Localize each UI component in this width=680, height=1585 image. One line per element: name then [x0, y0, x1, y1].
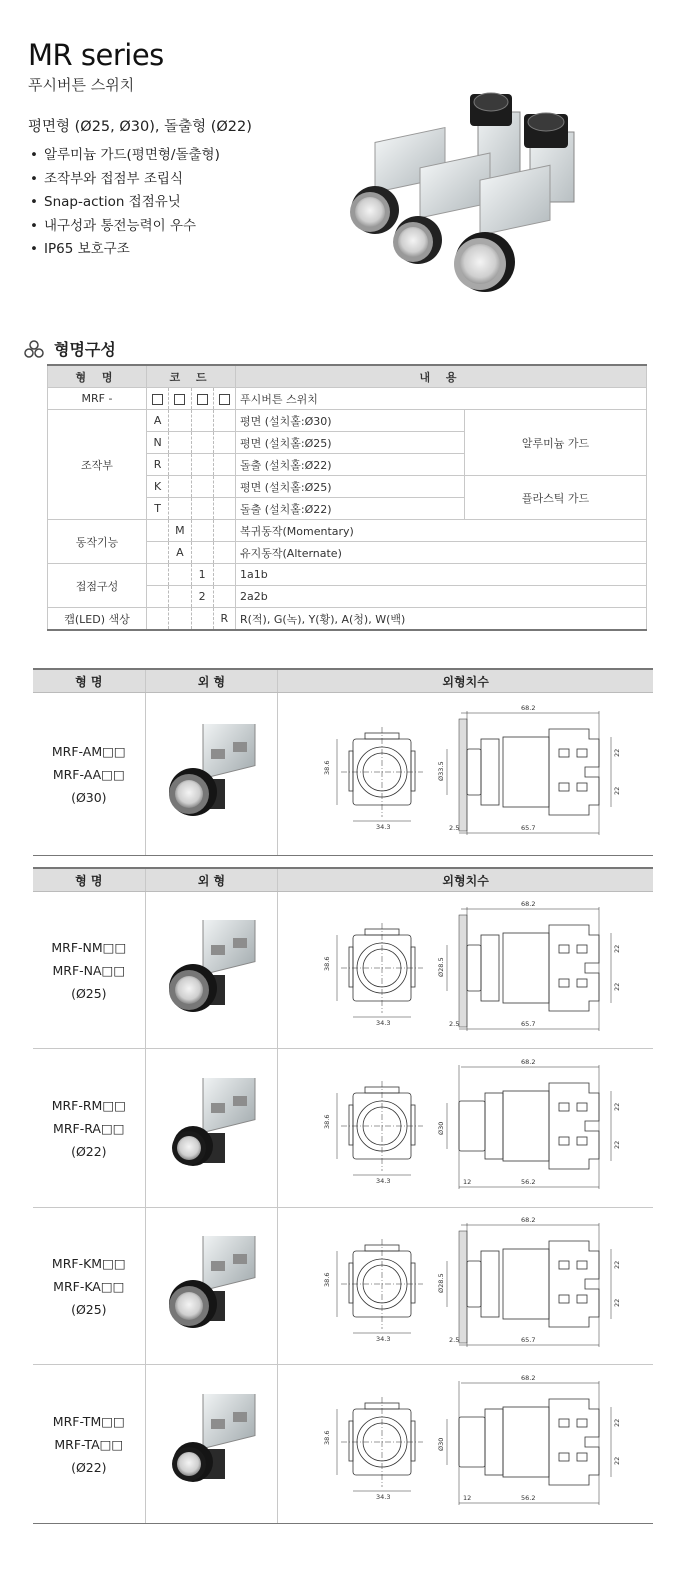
- dim-header-type: 형 명: [33, 670, 146, 692]
- feature-item: • 조작부와 접점부 조립식: [30, 170, 183, 187]
- model-row: [33, 892, 653, 1049]
- model-code-m: MRF-NM□□: [51, 939, 127, 955]
- operator-label: 조작부: [48, 410, 147, 520]
- dim-pitch: 22: [612, 944, 621, 953]
- operator-desc: 평면 (설치홀:Ø30): [236, 410, 465, 432]
- code-header-code: 코 드: [147, 365, 236, 388]
- dim-diameter: Ø28.5: [436, 1273, 445, 1293]
- model-code-m: MRF-TM□□: [52, 1413, 125, 1429]
- operator-desc: 돌출 (설치홀:Ø22): [236, 454, 465, 476]
- dim-front: 12: [462, 1494, 471, 1502]
- model-row: [33, 1049, 653, 1208]
- dim-depth: 65.7: [520, 1020, 536, 1028]
- dimension-drawing: [281, 1211, 651, 1361]
- model-name-cell: [33, 1049, 145, 1207]
- dim-total: 68.2: [520, 704, 536, 712]
- section-header: [24, 337, 116, 360]
- guard-plastic: 플라스틱 가드: [465, 476, 647, 520]
- feature-item: • 알루미늄 가드(평면형/돌출형): [30, 147, 220, 163]
- page-title: MR series: [28, 38, 164, 72]
- dim-width: 34.3: [375, 1335, 391, 1343]
- dim-depth: 65.7: [520, 824, 536, 832]
- dim-height: 38.6: [322, 1272, 331, 1287]
- dim-total: 68.2: [520, 1374, 536, 1382]
- dim-front: 2.5: [448, 1020, 459, 1028]
- dimension-drawing: [281, 1053, 651, 1203]
- contact-desc: 2a2b: [236, 586, 647, 608]
- model-size: (Ø22): [71, 1143, 107, 1159]
- type-line: 평면형 (Ø25, Ø30), 돌출형 (Ø22): [28, 119, 252, 135]
- dim-diameter: Ø30: [436, 1121, 445, 1135]
- led-desc: R(적), G(녹), Y(황), A(청), W(백): [236, 608, 647, 631]
- dimension-drawing: [281, 895, 651, 1045]
- product-photo: [161, 920, 261, 1020]
- model-name-cell: [33, 1208, 145, 1364]
- dimension-drawing: [281, 699, 651, 849]
- product-photo: [161, 1394, 261, 1494]
- dim-diameter: Ø33.5: [436, 761, 445, 781]
- code-table: 형 명 코 드 내 용 MRF - 푸시버튼 스위치 조작부 A 평면 (설치홀:Ø30) 알루미늄 가드 N 평면 (설치홀:Ø25) R 돌출 (설치홀:Ø22) K 평면 (설치홀:Ø25) 플라스틱 가드 T 돌출 (설치홀:Ø22) 동작기능 M 복귀동작(Momentary) A 유지동작(Alternate) 접점구성 1 1a1b 2 2a2b 캡(LED) 색상 R R(적), G(녹), Y(황), A(청), W(백): [47, 364, 647, 631]
- dim-depth: 56.2: [520, 1494, 536, 1502]
- dimension-drawing: [281, 1369, 651, 1519]
- model-code-a: MRF-RA□□: [53, 1120, 125, 1136]
- action-label: 동작기능: [48, 520, 147, 564]
- dimension-table-1: [33, 668, 653, 856]
- section-bullet-icon: [24, 340, 44, 358]
- product-photo: [161, 1078, 261, 1178]
- dim-front: 2.5: [448, 824, 459, 832]
- code-header-type: 형 명: [48, 365, 147, 388]
- dim-pitch: 22: [612, 748, 621, 757]
- led-label: 캡(LED) 색상: [48, 608, 147, 631]
- feature-item: • Snap-action 접점유닛: [30, 194, 181, 210]
- dim-width: 34.3: [375, 1019, 391, 1027]
- dim-total: 68.2: [520, 1058, 536, 1066]
- dim-header-look: 외 형: [146, 869, 279, 891]
- model-size: (Ø22): [71, 1459, 107, 1475]
- section-title: 형명구성: [54, 340, 116, 359]
- dim-pitch: 22: [612, 1298, 621, 1307]
- dim-width: 34.3: [375, 823, 391, 831]
- model-code-a: MRF-TA□□: [54, 1436, 124, 1452]
- dim-pitch: 22: [612, 1418, 621, 1427]
- model-code-m: MRF-AM□□: [51, 743, 126, 759]
- model-code-m: MRF-KM□□: [51, 1255, 126, 1271]
- model-code-m: MRF-RM□□: [51, 1097, 126, 1113]
- model-row: [33, 693, 653, 856]
- dim-header-type: 형 명: [33, 869, 146, 891]
- feature-item: • IP65 보호구조: [30, 241, 130, 257]
- model-code-a: MRF-NA□□: [52, 962, 126, 978]
- model-size: (Ø25): [71, 1301, 107, 1317]
- dim-pitch: 22: [612, 1102, 621, 1111]
- dim-total: 68.2: [520, 1216, 536, 1224]
- contact-label: 접점구성: [48, 564, 147, 608]
- dim-pitch: 22: [612, 1456, 621, 1465]
- dim-pitch: 22: [612, 1140, 621, 1149]
- prefix-cell: MRF -: [48, 388, 147, 410]
- dim-pitch: 22: [612, 786, 621, 795]
- dimension-table-2: [33, 867, 653, 1524]
- dim-header-look: 외 형: [146, 670, 279, 692]
- model-row: [33, 1365, 653, 1524]
- dim-header-dims: 외형치수: [442, 674, 489, 689]
- dim-header-dims: 외형치수: [442, 873, 489, 888]
- dim-pitch: 22: [612, 982, 621, 991]
- model-code-a: MRF-KA□□: [53, 1278, 125, 1294]
- model-size: (Ø25): [71, 985, 107, 1001]
- dim-pitch: 22: [612, 1260, 621, 1269]
- dim-total: 68.2: [520, 900, 536, 908]
- action-desc: 유지동작(Alternate): [236, 542, 647, 564]
- operator-desc: 돌출 (설치홀:Ø22): [236, 498, 465, 520]
- feature-item: • 내구성과 통전능력이 우수: [30, 217, 197, 234]
- dim-height: 38.6: [322, 1114, 331, 1129]
- model-size: (Ø30): [71, 789, 107, 805]
- dim-width: 34.3: [375, 1177, 391, 1185]
- model-name-cell: [33, 892, 145, 1048]
- prefix-desc: 푸시버튼 스위치: [236, 388, 647, 410]
- dim-height: 38.6: [322, 956, 331, 971]
- model-code-a: MRF-AA□□: [52, 766, 125, 782]
- model-name-cell: [33, 1365, 145, 1523]
- guard-aluminum: 알루미늄 가드: [465, 410, 647, 476]
- dim-depth: 65.7: [520, 1336, 536, 1344]
- product-photo: [161, 1236, 261, 1336]
- dim-diameter: Ø30: [436, 1437, 445, 1451]
- page-subtitle: 푸시버튼 스위치: [28, 76, 135, 94]
- dim-front: 12: [462, 1178, 471, 1186]
- action-desc: 복귀동작(Momentary): [236, 520, 647, 542]
- dim-diameter: Ø28.5: [436, 957, 445, 977]
- product-hero-image: [330, 92, 580, 297]
- dim-width: 34.3: [375, 1493, 391, 1501]
- model-row: [33, 1208, 653, 1365]
- contact-desc: 1a1b: [236, 564, 647, 586]
- dim-height: 38.6: [322, 1430, 331, 1445]
- product-photo: [161, 724, 261, 824]
- operator-desc: 평면 (설치홀:Ø25): [236, 432, 465, 454]
- operator-desc: 평면 (설치홀:Ø25): [236, 476, 465, 498]
- code-header-content: 내 용: [236, 365, 647, 388]
- feature-list: [30, 144, 220, 262]
- dim-front: 2.5: [448, 1336, 459, 1344]
- model-name-cell: [33, 693, 145, 855]
- dim-height: 38.6: [322, 760, 331, 775]
- dim-depth: 56.2: [520, 1178, 536, 1186]
